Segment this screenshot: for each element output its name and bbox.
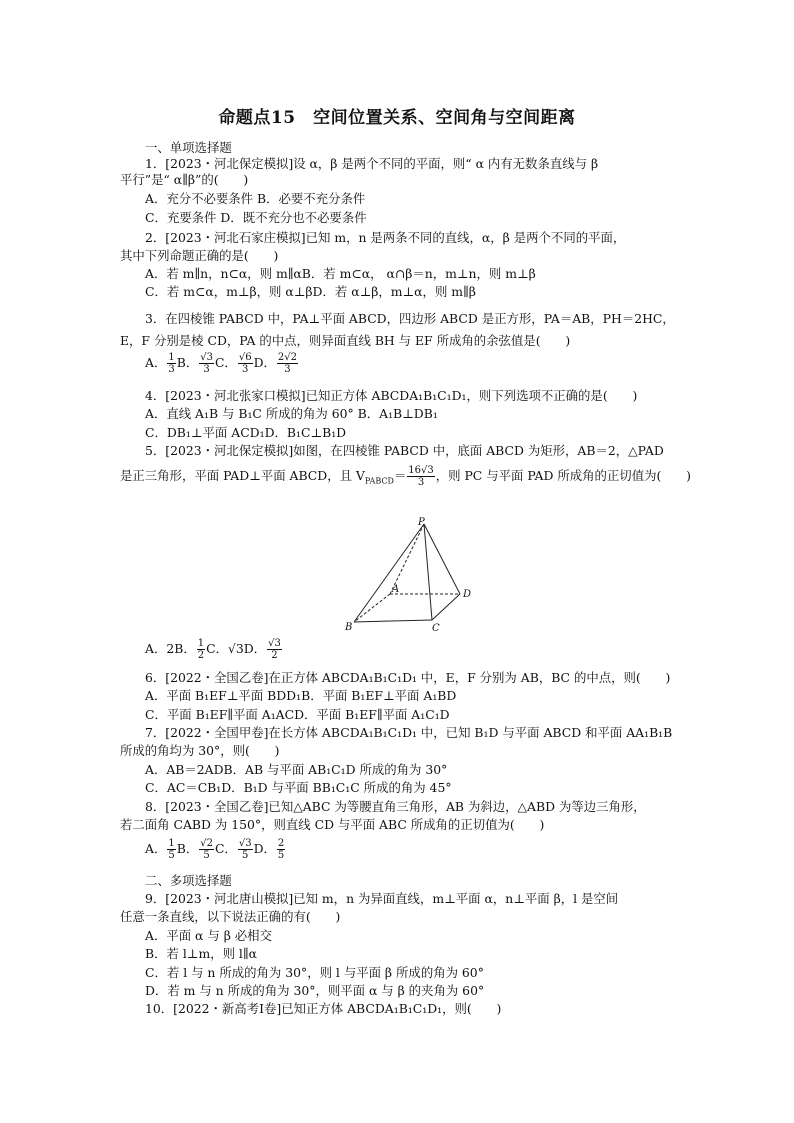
- q3-c-denominator: 3: [242, 364, 249, 375]
- q3-d-denominator: 3: [284, 364, 291, 375]
- q6-line1: 6．[2022・全国乙卷]在正方体 ABCDA₁B₁C₁D₁ 中，E，F 分别为 AB，BC 的中点，则( ): [145, 670, 671, 685]
- q3-line2: E，F 分别是棱 CD，PA 的中点，则异面直线 BH 与 EF 所成角的余弦值是( ): [120, 333, 571, 348]
- section-multi-choice: 二、多项选择题: [145, 873, 232, 888]
- q9-option-c: C．若 l 与 n 所成的角为 30°，则 l 与平面 β 所成的角为 60°: [145, 965, 484, 980]
- q10-line1: 10．[2022・新高考Ⅰ卷]已知正方体 ABCDA₁B₁C₁D₁，则( ): [145, 1001, 502, 1016]
- q8-option-a-label: A．: [145, 841, 167, 856]
- q8-d-numerator: 2: [277, 838, 285, 849]
- q1-line2: 平行”是“ α∥β”的( ): [120, 172, 249, 187]
- q9-line2: 任意一条直线，以下说法正确的有( ): [120, 909, 341, 924]
- q8-d-denominator: 5: [277, 850, 285, 861]
- pyramid-figure: [342, 516, 482, 634]
- q3-c-numerator: √6: [238, 352, 252, 363]
- q3-option-c-label: C．: [214, 355, 237, 370]
- label-a: A: [392, 584, 400, 595]
- q3-b-denominator: 3: [203, 364, 210, 375]
- q5-b-numerator: 1: [197, 638, 205, 649]
- q3-option-d-fraction: [277, 352, 298, 375]
- edge-bc: [354, 620, 432, 622]
- q8-a-denominator: 5: [168, 850, 175, 861]
- q3-option-a-label: A．: [145, 355, 167, 370]
- q7-line1: 7．[2022・全国甲卷]在长方体 ABCDA₁B₁C₁D₁ 中，已知 B₁D 与平面 ABCD 和平面 AA₁B₁B: [145, 725, 673, 740]
- label-p: P: [418, 517, 425, 528]
- edge-cd: [432, 594, 460, 620]
- q5-line1: 5．[2023・河北保定模拟]如图，在四棱锥 PABCD 中，底面 ABCD 为矩形，AB＝2，△PAD: [145, 443, 664, 458]
- q9-option-b: B．若 l⊥m，则 l∥α: [145, 946, 257, 961]
- label-b: B: [345, 622, 353, 633]
- page-title: 命题点15 空间位置关系、空间角与空间距离: [218, 108, 576, 128]
- q5-option-b-fraction: [197, 638, 205, 661]
- section-single-choice: 一、单项选择题: [145, 140, 232, 155]
- q5-line2-start: 是正三角形，平面 PAD⊥平面 ABCD，且 V: [120, 468, 365, 483]
- q8-option-c-label: C．: [214, 841, 237, 856]
- q3-a-denominator: 3: [168, 364, 175, 375]
- q4-options-cd: C．DB₁⊥平面 ACD₁D．B₁C⊥B₁D: [145, 425, 347, 440]
- q3-d-numerator: 2√2: [277, 352, 297, 363]
- q8-line2: 若二面角 CABD 为 150°，则直线 CD 与平面 ABC 所成角的正切值为( ): [120, 817, 545, 832]
- edge-pb: [354, 524, 424, 622]
- q9-option-d: D．若 m 与 n 所成的角为 30°，则平面 α 与 β 的夹角为 60°: [145, 983, 485, 998]
- q5-volume-subscript: PABCD: [364, 476, 394, 486]
- q8-option-b-label: B．: [176, 841, 199, 856]
- q5-line2-end: ，则 PC 与平面 PAD 所成角的正切值为( ): [435, 468, 691, 483]
- q2-options-cd: C．若 m⊂α，m⊥β，则 α⊥βD．若 α⊥β，m⊥α，则 m∥β: [145, 284, 476, 299]
- q4-options-ab: A．直线 A₁B 与 B₁C 所成的角为 60° B．A₁B⊥DB₁: [145, 406, 438, 421]
- q8-b-numerator: √2: [200, 838, 213, 849]
- q2-line2: 其中下列命题正确的是( ): [120, 248, 279, 263]
- q8-b-denominator: 5: [203, 850, 210, 861]
- q8-option-b-fraction: [199, 838, 214, 861]
- q5-volume-fraction: [407, 465, 434, 488]
- q5-option-cd-label: C．√3D．: [206, 641, 267, 656]
- q9-line1: 9．[2023・河北唐山模拟]已知 m，n 为异面直线，m⊥平面 α，n⊥平面 β，l 是空间: [145, 891, 619, 906]
- label-c: C: [432, 623, 440, 634]
- q5-volume-denominator: 3: [417, 477, 425, 488]
- q2-options-ab: A．若 m∥n，n⊂α，则 m∥αB．若 m⊂α， α∩β＝n，m⊥n，则 m⊥β: [145, 266, 536, 281]
- q3-option-b-label: B．: [176, 355, 199, 370]
- q8-option-c-fraction: [238, 838, 253, 861]
- q5-option-ab-label: A．2B．: [145, 641, 196, 656]
- q5-line2: [120, 463, 691, 494]
- q7-options-ab: A．AB＝2ADB．AB 与平面 AB₁C₁D 所成的角为 30°: [145, 762, 448, 777]
- q6-options-cd: C．平面 B₁EF∥平面 A₁ACD．平面 B₁EF∥平面 A₁C₁D: [145, 707, 450, 722]
- q6-options-ab: A．平面 B₁EF⊥平面 BDD₁B．平面 B₁EF⊥平面 A₁BD: [145, 688, 457, 703]
- q3-option-a-fraction: [167, 352, 175, 375]
- q5-options: [145, 636, 283, 662]
- q3-options: [145, 351, 299, 375]
- edge-ab: [354, 594, 390, 622]
- edge-pc: [424, 524, 432, 620]
- q3-line1: 3．在四棱锥 PABCD 中，PA⊥平面 ABCD，四边形 ABCD 是正方形，PA＝AB，PH＝2HC，: [145, 311, 675, 326]
- q8-option-a-fraction: [167, 838, 175, 861]
- q8-c-denominator: 5: [242, 850, 249, 861]
- q3-option-b-fraction: [199, 352, 214, 375]
- q5-d-numerator: √3: [268, 638, 281, 649]
- q7-options-cd: C．AC＝CB₁D．B₁D 与平面 BB₁C₁C 所成的角为 45°: [145, 780, 452, 795]
- q3-option-d-label: D．: [253, 355, 276, 370]
- q8-option-d-label: D．: [253, 841, 276, 856]
- q3-b-numerator: √3: [200, 352, 213, 363]
- label-d: D: [463, 589, 472, 600]
- q5-equals: ＝: [393, 468, 407, 483]
- q1-options-ab: A．充分不必要条件 B．必要不充分条件: [145, 191, 366, 206]
- q2-line1: 2．[2023・河北石家庄模拟]已知 m，n 是两条不同的直线，α，β 是两个不同的平面，: [145, 230, 626, 245]
- q3-a-numerator: 1: [168, 352, 175, 363]
- q8-a-numerator: 1: [168, 838, 175, 849]
- q8-options: [145, 836, 286, 862]
- q8-line1: 8．[2023・全国乙卷]已知△ABC 为等腰直角三角形，AB 为斜边，△ABD 为等边三角形，: [145, 799, 646, 814]
- q1-options-cd: C．充要条件 D．既不充分也不必要条件: [145, 210, 367, 225]
- q9-option-a: A．平面 α 与 β 必相交: [145, 928, 272, 943]
- q4-line1: 4．[2023・河北张家口模拟]已知正方体 ABCDA₁B₁C₁D₁，则下列选项不正确的是( ): [145, 388, 638, 403]
- q5-option-d-fraction: [267, 638, 282, 661]
- q3-option-c-fraction: [238, 352, 253, 375]
- q5-b-denominator: 2: [197, 650, 205, 661]
- q1-line1: 1．[2023・河北保定模拟]设 α，β 是两个不同的平面，则“ α 内有无数条直线与 β: [145, 156, 599, 171]
- q7-line2: 所成的角均为 30°，则( ): [120, 743, 280, 758]
- q5-volume-numerator: 16√3: [408, 465, 434, 476]
- q8-option-d-fraction: [277, 838, 285, 861]
- q5-d-denominator: 2: [271, 650, 278, 661]
- q8-c-numerator: √3: [238, 838, 252, 849]
